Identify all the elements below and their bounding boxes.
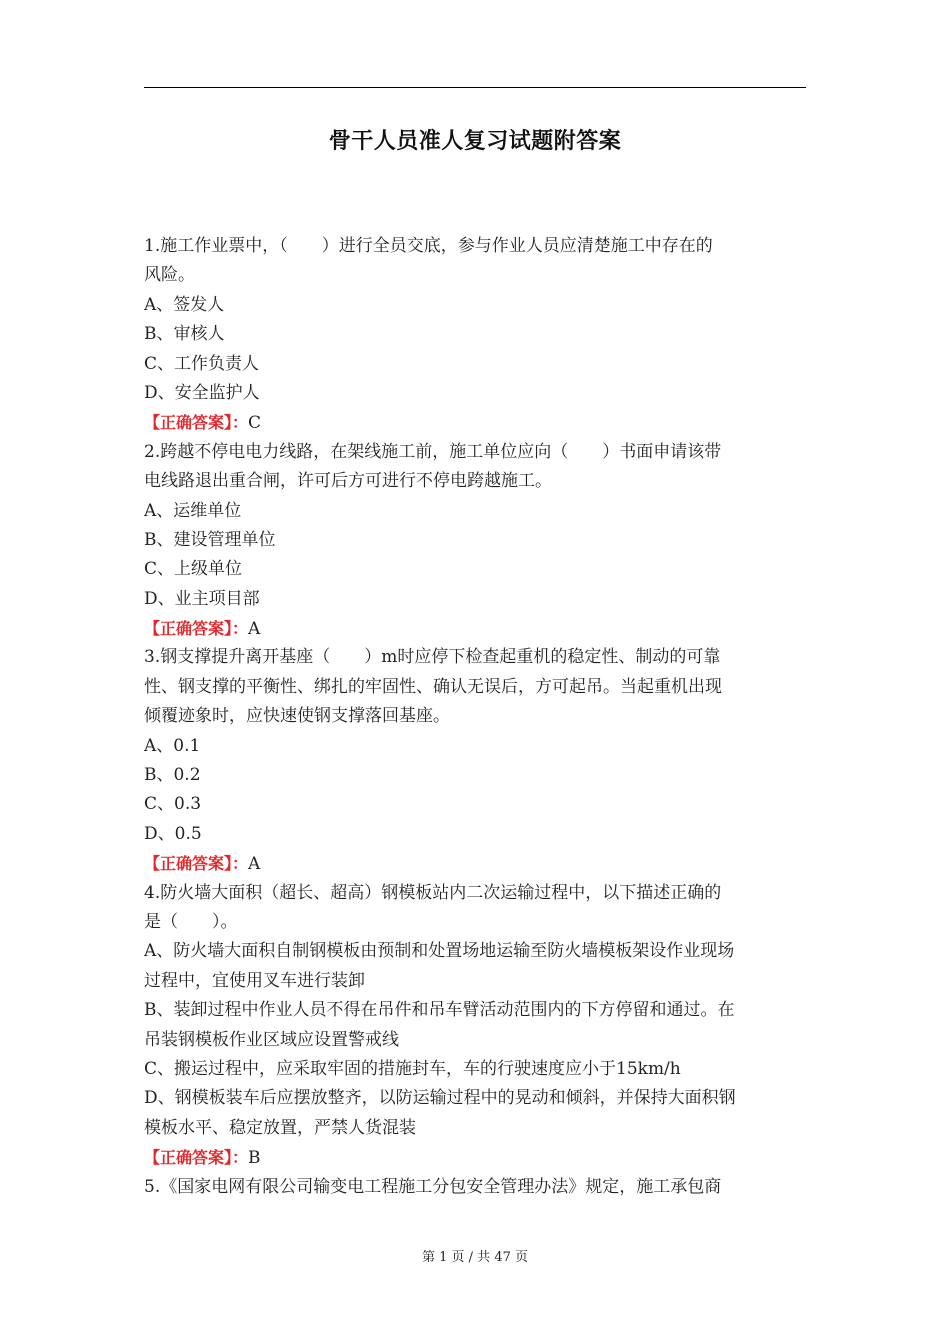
correct-answer bbox=[144, 614, 806, 643]
option-a: A、签发人 bbox=[144, 294, 225, 315]
option-line: C、搬运过程中，应采取牢固的措施封车，车的行驶速度应小于15km/h bbox=[144, 1058, 681, 1079]
answer-label: 【正确答案】： bbox=[144, 854, 249, 874]
answer-value: C bbox=[248, 413, 262, 434]
answer-value: B bbox=[248, 1148, 261, 1169]
option-c: C、工作负责人 bbox=[144, 353, 260, 374]
question-stem-line: 2.跨越不停电电力线路，在架线施工前，施工单位应向（ ）书面申请该带 bbox=[144, 441, 722, 462]
question-4 bbox=[144, 879, 806, 1173]
option-line: D、钢模板装车后应摆放整齐，以防运输过程中的晃动和倾斜，并保持大面积钢 bbox=[144, 1088, 736, 1109]
answer-value: A bbox=[248, 619, 261, 640]
option-line: 吊装钢模板作业区域应设置警戒线 bbox=[144, 1029, 399, 1050]
question-stem-line: 5.《国家电网有限公司输变电工程施工分包安全管理办法》规定，施工承包商 bbox=[144, 1176, 722, 1197]
question-stem-line: 是（ ）。 bbox=[144, 911, 238, 932]
option-line: B、装卸过程中作业人员不得在吊件和吊车臂活动范围内的下方停留和通过。在 bbox=[144, 1000, 735, 1021]
question-1 bbox=[144, 232, 806, 438]
option-d: D、业主项目部 bbox=[144, 588, 260, 609]
question-3 bbox=[144, 643, 806, 878]
header-rule bbox=[144, 87, 806, 88]
option-line: A、防火墙大面积自制钢模板由预制和处置场地运输至防火墙模板架设作业现场 bbox=[144, 941, 735, 962]
option-line: 模板水平、稳定放置，严禁人货混装 bbox=[144, 1117, 416, 1138]
question-stem-line: 4.防火墙大面积（超长、超高）钢模板站内二次运输过程中，以下描述正确的 bbox=[144, 882, 722, 903]
option-a: A、运维单位 bbox=[144, 500, 242, 521]
answer-label: 【正确答案】： bbox=[144, 1148, 249, 1168]
option-a: A、0.1 bbox=[144, 735, 201, 756]
option-d: D、安全监护人 bbox=[144, 382, 260, 403]
option-b: B、0.2 bbox=[144, 765, 201, 786]
option-b: B、建设管理单位 bbox=[144, 529, 276, 550]
answer-value: A bbox=[248, 854, 261, 875]
question-stem-line: 性、钢支撑的平衡性、绑扎的牢固性、确认无误后，方可起吊。当起重机出现 bbox=[144, 676, 722, 697]
option-d: D、0.5 bbox=[144, 823, 202, 844]
question-list bbox=[144, 232, 806, 1202]
option-line: 过程中，宜使用叉车进行装卸 bbox=[144, 970, 365, 991]
answer-label: 【正确答案】： bbox=[144, 413, 249, 433]
question-5 bbox=[144, 1173, 806, 1202]
question-stem-line: 1.施工作业票中，（ ）进行全员交底，参与作业人员应清楚施工中存在的 bbox=[144, 236, 713, 256]
page-footer: 第 1 页 / 共 47 页 bbox=[422, 1250, 528, 1265]
option-c: C、上级单位 bbox=[144, 559, 243, 580]
option-b: B、审核人 bbox=[144, 324, 225, 345]
question-stem-line: 倾覆迹象时，应快速使钢支撑落回基座。 bbox=[144, 706, 450, 727]
question-stem-line: 3.钢支撑提升离开基座（ ）m时应停下检查起重机的稳定性、制动的可靠 bbox=[144, 647, 721, 668]
question-stem-line: 电线路退出重合闸，许可后方可进行不停电跨越施工。 bbox=[144, 471, 552, 492]
correct-answer bbox=[144, 408, 806, 437]
question-2 bbox=[144, 438, 806, 644]
document-title: 骨干人员准人复习试题附答案 bbox=[328, 129, 622, 154]
option-c: C、0.3 bbox=[144, 794, 202, 815]
question-stem-line: 风险。 bbox=[144, 265, 195, 286]
correct-answer bbox=[144, 849, 806, 878]
answer-label: 【正确答案】： bbox=[144, 619, 249, 639]
correct-answer bbox=[144, 1143, 806, 1172]
